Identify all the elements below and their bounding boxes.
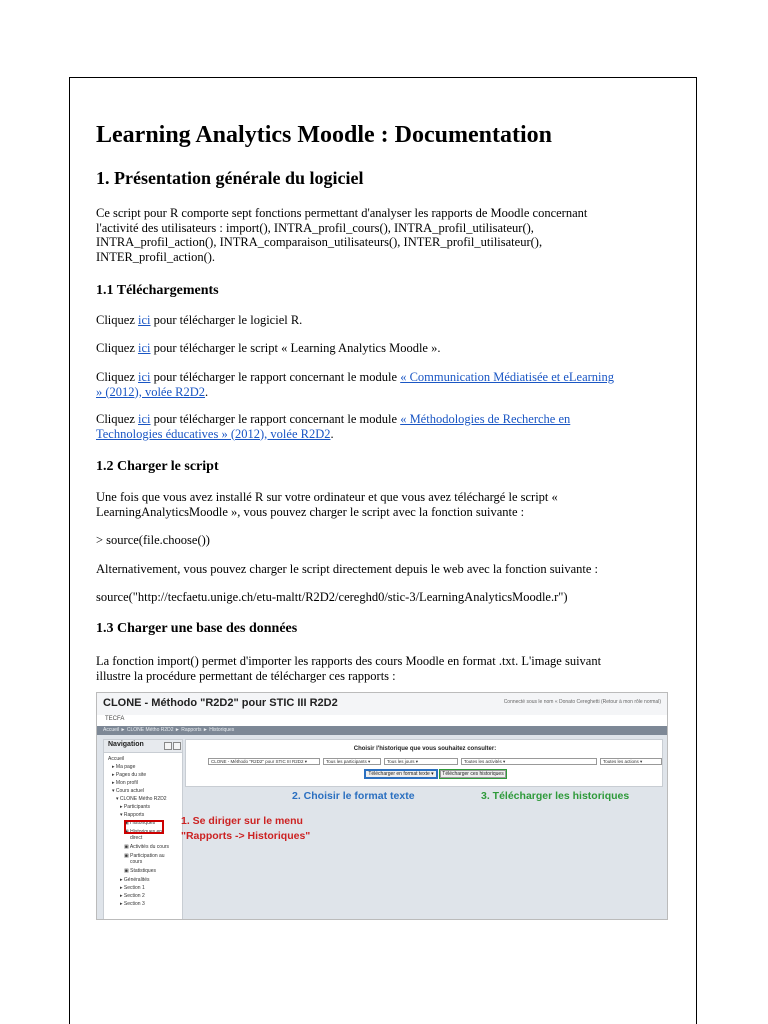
text: Cliquez [96,370,139,384]
text: Cliquez [96,341,139,355]
module-mret-link[interactable]: « Méthodologies de Recherche en [400,412,571,426]
nav-item[interactable]: ▸ Ma page [112,764,136,770]
alt-paragraph: Alternativement, vous pouvez charger le script directement depuis le web avec la fonction suivante : [96,562,599,576]
code-source-file: > source(file.choose()) [96,533,210,547]
download-report-1 [96,370,671,399]
nav-item[interactable]: direct [130,835,143,841]
nav-item[interactable]: ▸ Section 2 [120,893,145,899]
navigation-header [104,740,182,753]
text: Cliquez [96,313,139,327]
section1-line: INTRA_profil_action(), INTRA_comparaison_utilisateurs(), INTER_profil_utilisateur(), [96,235,543,249]
module-mret-link-cont[interactable]: Technologies éducatives » (2012), volée R2D2 [96,426,331,441]
moodle-subheader [97,715,667,726]
participants-select[interactable]: Tous les participants ▾ [323,758,381,765]
annotation-choose-format: 2. Choisir le format texte [292,790,415,802]
breadcrumb [97,726,667,735]
highlight-rapports-box [124,820,164,834]
download-report-2-link[interactable]: ici [138,412,151,426]
logs-panel [181,739,663,919]
download-script-link[interactable]: ici [138,341,151,355]
subtitle: TECFA [105,716,125,722]
nav-item[interactable]: ▣ Participation au [124,853,165,859]
nav-item[interactable]: ▾ Cours actuel [112,788,144,794]
course-select[interactable]: CLONE - Méthodo "R2D2" pour STIC III R2D2 ▾ [208,758,320,765]
text: . [330,426,334,441]
course-title: CLONE - Méthodo "R2D2" pour STIC III R2D2 [103,697,338,709]
nav-item[interactable]: ▸ Section 1 [120,885,145,891]
nav-item[interactable]: ▾ CLONE Métho R2D2 [116,796,167,802]
load-heading: 1.2 Charger le script [96,459,219,474]
nav-item[interactable]: ▸ Mon profil [112,780,138,786]
text: pour télécharger le logiciel R. [150,313,303,327]
navigation-title: Navigation [108,741,144,748]
nav-item[interactable]: ▸ Participants [120,804,151,810]
text: illustre la procédure permettant de télécharger ces rapports : [96,668,396,683]
breadcrumb-text: Accueil ► CLONE Métho R2D2 ► Rapports ► Historiques [103,727,235,733]
nav-item[interactable]: ▸ Section 3 [120,901,145,907]
text: Cliquez [96,412,139,426]
nav-item[interactable]: ▸ Généralités [120,877,150,883]
nav-item[interactable]: ▣ Activités du cours [124,844,170,850]
annotation-menu-path: "Rapports -> Historiques" [181,830,311,842]
download-script [96,341,440,356]
download-report-2 [96,412,671,441]
download-r-link[interactable]: ici [138,313,151,327]
database-heading: 1.3 Charger une base des données [96,621,298,636]
downloads-heading: 1.1 Téléchargements [96,283,219,298]
text: pour télécharger le script « Learning Analytics Moodle ». [150,341,441,355]
download-report-1-link[interactable]: ici [138,370,151,384]
logged-in-text: Connecté sous le nom « Donato Cereghetti (Retour à mon rôle normal) [503,699,661,705]
page-title: Learning Analytics Moodle : Documentation [96,122,552,148]
nav-item-historiques[interactable]: ▣ Historiques [124,820,156,826]
download-logs-button[interactable]: Télécharger ces historiques [440,770,506,778]
choose-logs-heading: Choisir l'historique que vous souhaitez consulter: [353,746,497,752]
download-r [96,313,302,328]
days-select[interactable]: Tous les jours ▾ [384,758,458,765]
nav-item[interactable]: Accueil [108,756,125,762]
text: . [205,384,209,399]
code-source-web: source("http://tecfaetu.unige.ch/etu-maltt/R2D2/cereghd0/stic-3/LearningAnalyticsMoodle.r") [96,590,568,604]
section1-line: l'activité des utilisateurs : import(), INTRA_profil_cours(), INTRA_profil_utilisateur(), [96,220,534,235]
nav-item[interactable]: ▸ Pages du site [112,772,147,778]
module-cmel-link[interactable]: « Communication Médiatisée et eLearning [400,370,615,384]
load-paragraph [96,490,671,519]
dock-icon[interactable] [173,742,181,750]
section1-line: Ce script pour R comporte sept fonctions permettant d'analyser les rapports de Moodle concernant [96,206,588,220]
database-paragraph [96,654,671,683]
text: La fonction import() permet d'importer les rapports des cours Moodle en format .txt. L'image suivant [96,654,602,668]
section1-heading: 1. Présentation générale du logiciel [96,168,364,188]
section1-line: INTER_profil_action(). [96,249,216,264]
annotation-menu: 1. Se diriger sur le menu [181,815,303,827]
text: LearningAnalyticsMoodle », vous pouvez charger le script avec la fonction suivante : [96,504,525,519]
moodle-screenshot [96,692,668,920]
nav-item[interactable]: cours [130,859,143,865]
nav-item[interactable]: ▣ Statistiques [124,868,156,874]
text: Une fois que vous avez installé R sur votre ordinateur et que vous avez téléchargé le script « [96,490,558,504]
text: pour télécharger le rapport concernant le module [150,412,401,426]
section1-paragraph [96,206,671,264]
moodle-header [97,693,667,716]
logs-form [185,739,663,787]
nav-item[interactable]: ▣ Historiques en [124,829,163,835]
text: pour télécharger le rapport concernant le module [150,370,401,384]
module-cmel-link-cont[interactable]: » (2012), volée R2D2 [96,384,206,399]
format-select[interactable]: Télécharger en format texte ▾ [365,770,437,778]
actions-select[interactable]: Toutes les actions ▾ [600,758,662,765]
nav-item-rapports[interactable]: ▾ Rapports [120,812,145,818]
activities-select[interactable]: Toutes les activités ▾ [461,758,597,765]
annotation-download: 3. Télécharger les historiques [481,790,630,802]
collapse-icon[interactable] [164,742,172,750]
